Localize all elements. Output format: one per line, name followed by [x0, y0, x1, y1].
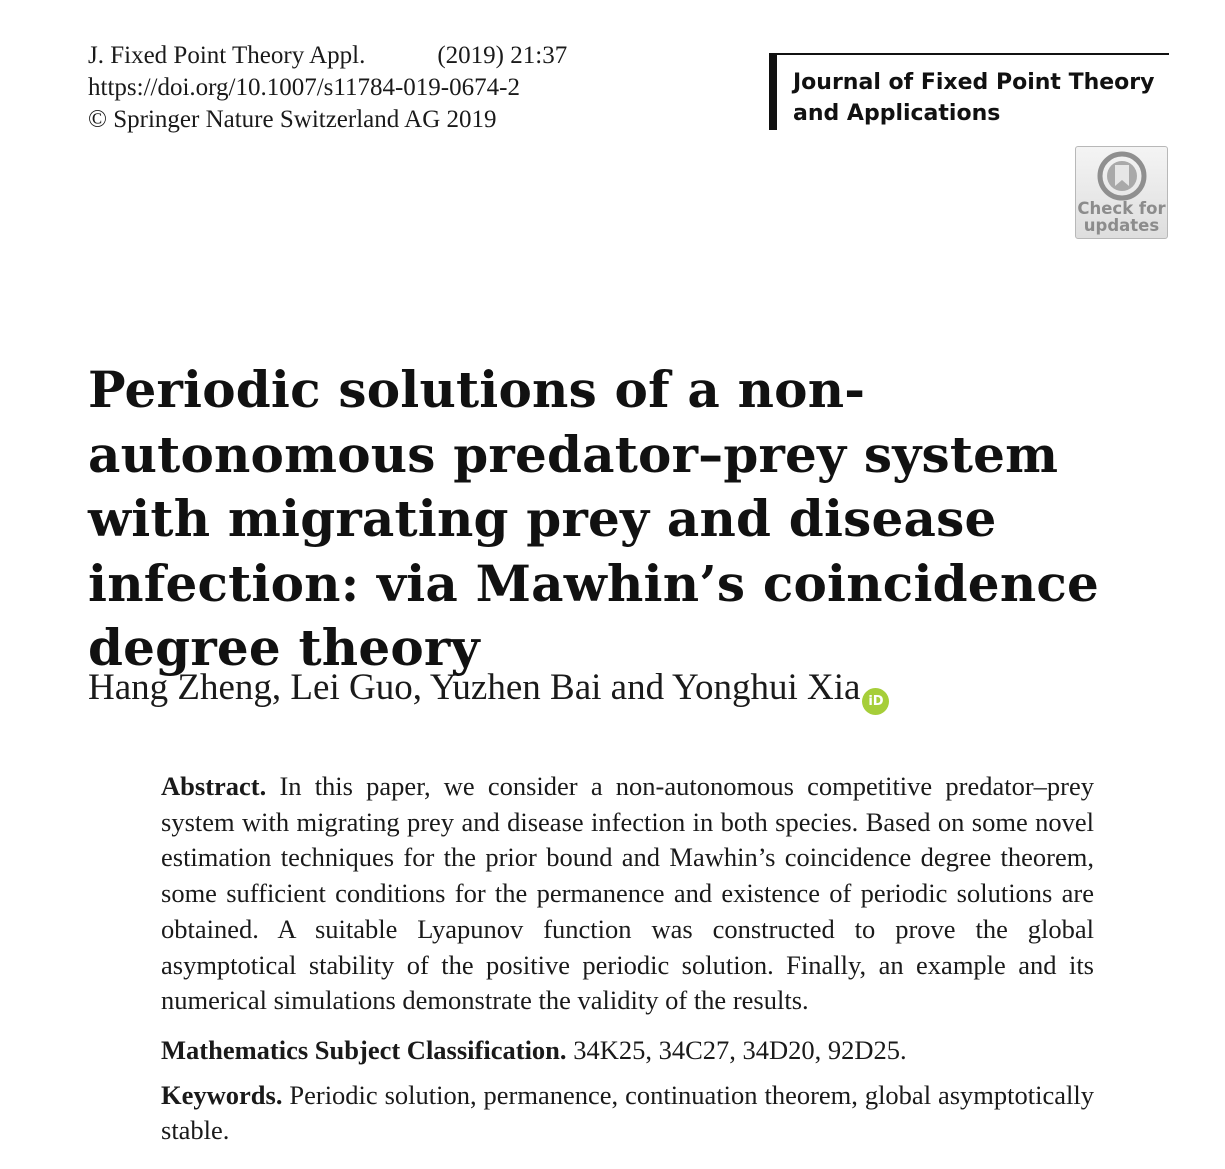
- keywords-label: Keywords.: [161, 1079, 283, 1110]
- year-volume: (2019) 21:37: [437, 42, 568, 69]
- check-for-updates-button[interactable]: [1075, 146, 1168, 239]
- msc-paragraph: [161, 1033, 1094, 1069]
- check-for-updates-label: Check for updates: [1077, 199, 1166, 235]
- citation-line: [88, 40, 567, 72]
- abstract-text: In this paper, we consider a non-autonomous competitive predator–prey system with migrating prey and disease infection in both species. Based on some novel estimation techniques for the prior bound and Mawhin’s coincidence degree theorem, some sufficient conditions for the permanence and existence of periodic solutions are obtained. A suitable Lyapunov function was constructed to prove the global asymptotical stability of the positive periodic solution. Finally, an example and its numerical simulations demonstrate the validity of the results.: [161, 771, 1094, 1016]
- journal-name-line1: Journal of Fixed Point Theory: [793, 70, 1155, 95]
- article-metadata: [88, 40, 567, 136]
- journal-name-line2: and Applications: [793, 101, 1001, 126]
- doi-link[interactable]: https://doi.org/10.1007/s11784-019-0674-2: [88, 74, 520, 101]
- msc-codes: 34K25, 34C27, 34D20, 92D25.: [573, 1034, 907, 1065]
- abstract-label: Abstract.: [161, 771, 267, 801]
- keywords-paragraph: [161, 1078, 1094, 1149]
- orcid-icon[interactable]: iD: [862, 688, 889, 715]
- paper-title: Periodic solutions of a non-autonomous predator–prey system with migrating prey and disease infection: via Mawhin’s coincidence degree theory: [88, 360, 1100, 677]
- authors-text: Hang Zheng, Lei Guo, Yuzhen Bai and Yonghui Xia: [88, 667, 861, 708]
- abstract-section: [161, 769, 1094, 1149]
- journal-abbreviation: J. Fixed Point Theory Appl.: [88, 42, 366, 69]
- author-list: [88, 666, 889, 715]
- keywords-text: Periodic solution, permanence, continuation theorem, global asymptotically stable.: [161, 1079, 1094, 1146]
- journal-name-box: [769, 53, 1169, 130]
- crossmark-icon: [1097, 151, 1147, 201]
- copyright-notice: © Springer Nature Switzerland AG 2019: [88, 106, 497, 133]
- abstract-paragraph: [161, 769, 1094, 1019]
- msc-label: Mathematics Subject Classification.: [161, 1034, 567, 1065]
